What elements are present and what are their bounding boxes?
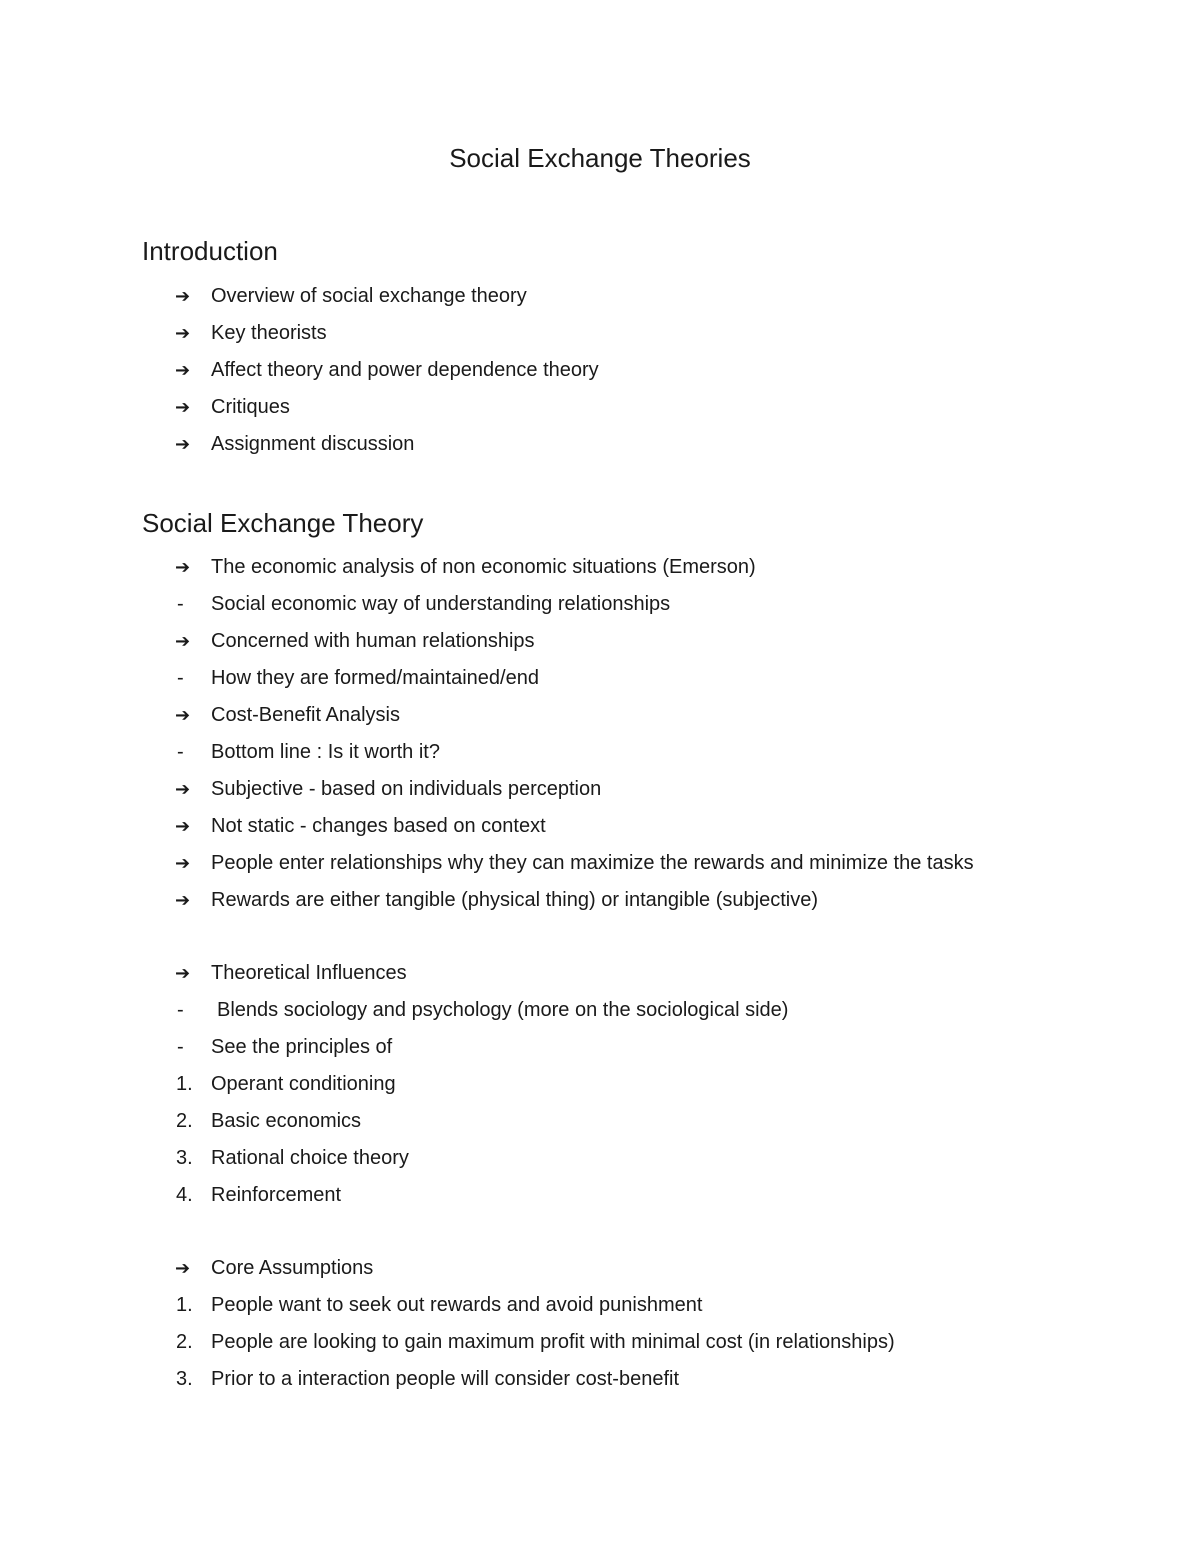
list-item-text: Basic economics xyxy=(211,1110,362,1132)
list-item xyxy=(0,586,1200,623)
list-item-text: Blends sociology and psychology (more on the sociological side) xyxy=(217,999,789,1021)
list-item xyxy=(0,1324,1200,1361)
list-item-text: Reinforcement xyxy=(211,1184,342,1206)
list-item-text: Prior to a interaction people will consider cost-benefit xyxy=(211,1368,680,1390)
list-item xyxy=(0,1361,1200,1398)
arrow-bullet-icon: ➔ xyxy=(175,323,191,343)
list-item-text: Cost-Benefit Analysis xyxy=(211,704,400,726)
section-heading-introduction: Introduction xyxy=(142,236,278,266)
list-number: 2. xyxy=(176,1331,193,1353)
dash-bullet-icon: - xyxy=(177,667,184,689)
arrow-bullet-icon: ➔ xyxy=(175,286,191,306)
list-item xyxy=(0,352,1200,389)
list-item-text: Overview of social exchange theory xyxy=(211,285,527,307)
list-number: 2. xyxy=(176,1110,193,1132)
list-item xyxy=(0,623,1200,660)
arrow-bullet-icon: ➔ xyxy=(175,631,191,651)
list-item xyxy=(0,1029,1200,1066)
dash-bullet-icon: - xyxy=(177,741,184,763)
list-item xyxy=(0,315,1200,352)
list-item-text: Key theorists xyxy=(211,322,327,344)
list-item xyxy=(0,845,1200,882)
arrow-bullet-icon: ➔ xyxy=(175,890,191,910)
list-item-text: See the principles of xyxy=(211,1036,393,1058)
list-item xyxy=(0,808,1200,845)
arrow-bullet-icon: ➔ xyxy=(175,434,191,454)
list-item-text: Subjective - based on individuals perception xyxy=(211,778,602,800)
introduction-list xyxy=(0,278,1200,463)
arrow-bullet-icon: ➔ xyxy=(175,779,191,799)
list-item-text: Concerned with human relationships xyxy=(211,630,535,652)
list-number: 3. xyxy=(176,1368,193,1390)
list-item xyxy=(0,1103,1200,1140)
list-number: 1. xyxy=(176,1073,193,1095)
list-item xyxy=(0,426,1200,463)
list-item-text: Operant conditioning xyxy=(211,1073,396,1095)
list-item xyxy=(0,1287,1200,1324)
list-item-text: People want to seek out rewards and avoid punishment xyxy=(211,1294,703,1316)
list-number: 1. xyxy=(176,1294,193,1316)
list-item xyxy=(0,1250,1200,1287)
list-item xyxy=(0,549,1200,586)
list-item xyxy=(0,1177,1200,1214)
list-item xyxy=(0,1140,1200,1177)
arrow-bullet-icon: ➔ xyxy=(175,1258,191,1278)
document-title: Social Exchange Theories xyxy=(449,143,751,173)
arrow-bullet-icon: ➔ xyxy=(175,557,191,577)
dash-bullet-icon: - xyxy=(177,999,184,1021)
list-item-text: Social economic way of understanding relationships xyxy=(211,593,671,615)
list-item xyxy=(0,389,1200,426)
arrow-bullet-icon: ➔ xyxy=(175,816,191,836)
list-item xyxy=(0,882,1200,919)
list-item xyxy=(0,771,1200,808)
list-item-text: Rational choice theory xyxy=(211,1147,409,1169)
list-item xyxy=(0,1066,1200,1103)
arrow-bullet-icon: ➔ xyxy=(175,705,191,725)
arrow-bullet-icon: ➔ xyxy=(175,360,191,380)
list-item-text: Core Assumptions xyxy=(211,1257,374,1279)
list-item xyxy=(0,992,1200,1029)
list-item xyxy=(0,734,1200,771)
arrow-bullet-icon: ➔ xyxy=(175,853,191,873)
list-item xyxy=(0,660,1200,697)
list-item-text: The economic analysis of non economic situations (Emerson) xyxy=(211,556,756,578)
list-item-text: People enter relationships why they can maximize the rewards and minimize the tasks xyxy=(211,852,974,874)
list-item-text: Critiques xyxy=(211,396,290,418)
arrow-bullet-icon: ➔ xyxy=(175,963,191,983)
list-item xyxy=(0,278,1200,315)
list-item-text: People are looking to gain maximum profit with minimal cost (in relationships) xyxy=(211,1331,895,1353)
list-item-text: Affect theory and power dependence theory xyxy=(211,359,599,381)
list-item-text: Bottom line : Is it worth it? xyxy=(211,741,440,763)
list-item-text: How they are formed/maintained/end xyxy=(211,667,539,689)
list-item-text: Not static - changes based on context xyxy=(211,815,546,837)
list-item xyxy=(0,955,1200,992)
list-item-text: Assignment discussion xyxy=(211,433,415,455)
arrow-bullet-icon: ➔ xyxy=(175,397,191,417)
list-item-text: Rewards are either tangible (physical thing) or intangible (subjective) xyxy=(211,889,818,911)
dash-bullet-icon: - xyxy=(177,1036,184,1058)
social-exchange-theory-list xyxy=(0,549,1200,1398)
list-item xyxy=(0,697,1200,734)
dash-bullet-icon: - xyxy=(177,593,184,615)
list-number: 4. xyxy=(176,1184,193,1206)
list-item-text: Theoretical Influences xyxy=(211,962,407,984)
list-number: 3. xyxy=(176,1147,193,1169)
section-heading-social-exchange-theory: Social Exchange Theory xyxy=(142,508,424,538)
